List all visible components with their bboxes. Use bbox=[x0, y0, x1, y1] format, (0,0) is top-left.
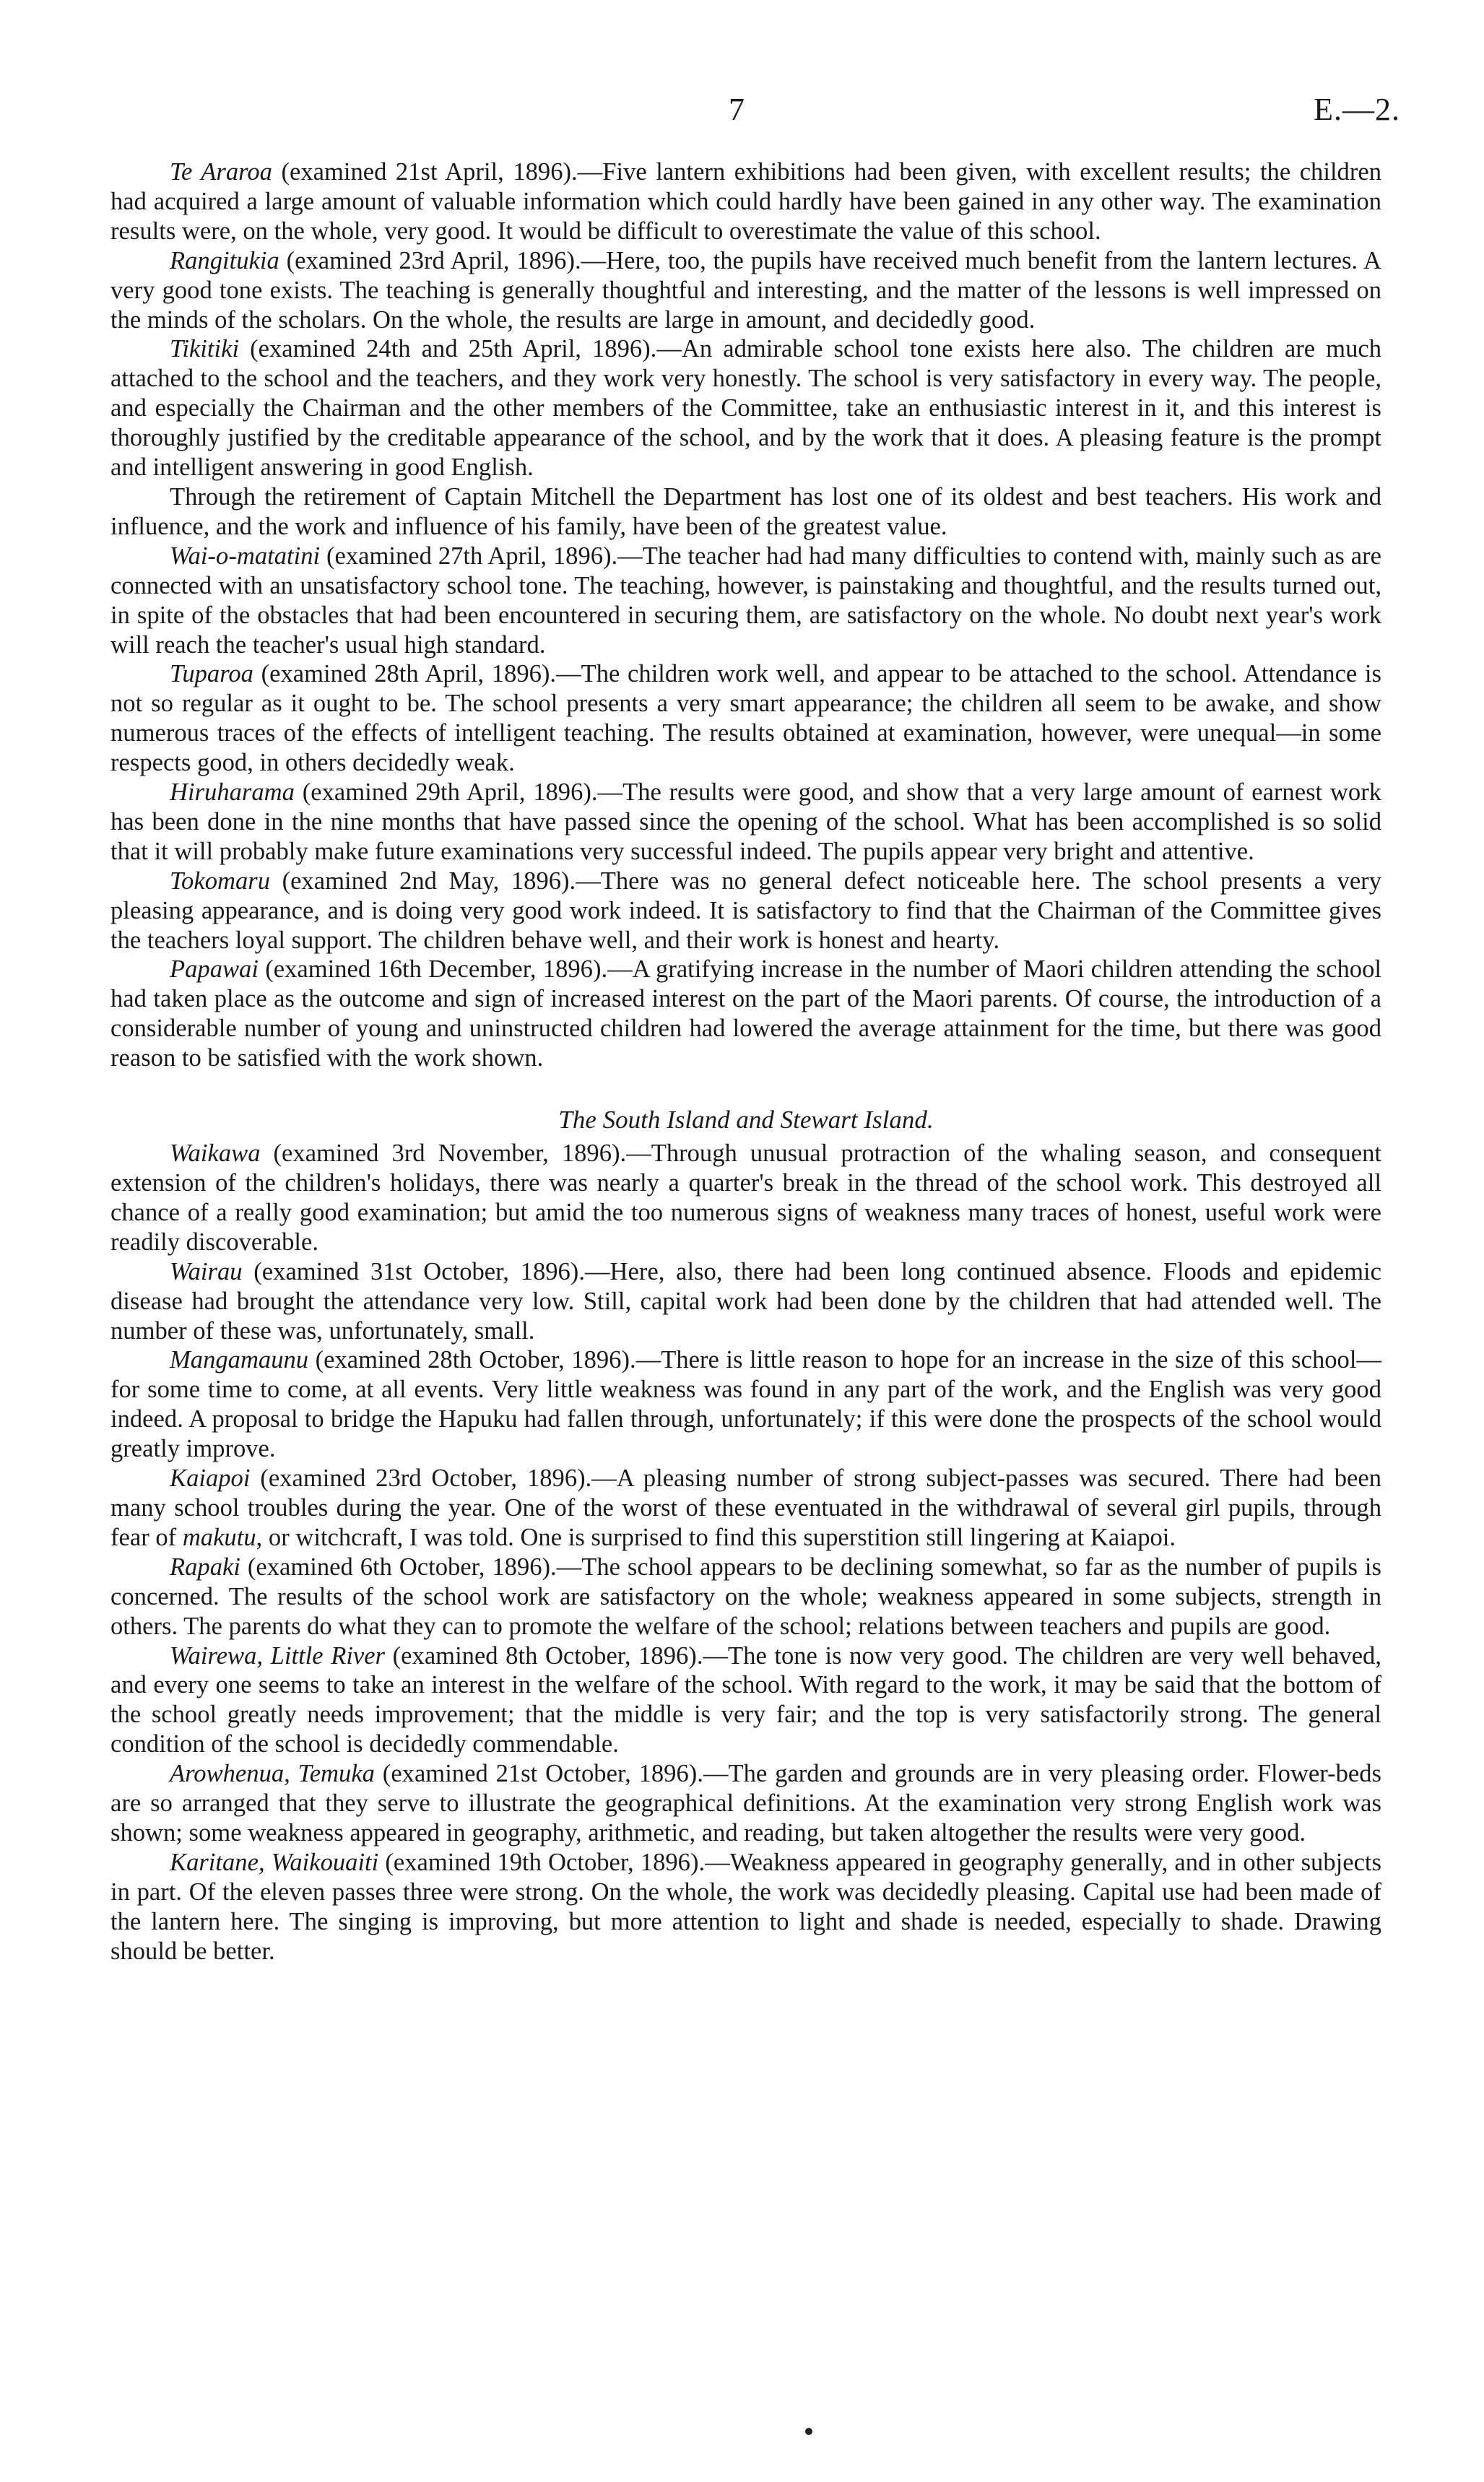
report-text: (examined 6th October, 1896).—The school appears to be declining somewhat, so far as the number of pupils is concerned. The results of the school work are satisfactory on the whole; weakness appeared in some subjects, strength in others. The parents do what they can to promote the welfare of the school; relations between teachers and pupils are good. bbox=[110, 1553, 1381, 1640]
report-paragraph bbox=[110, 246, 1381, 335]
school-name: Waikawa bbox=[170, 1140, 261, 1168]
report-paragraph bbox=[110, 1641, 1381, 1760]
report-paragraph bbox=[110, 542, 1381, 660]
report-text: (examined 31st October, 1896).—Here, also, there had been long continued absence. Floods and epidemic disease had brought the attendance very low. Still, capital work had been done by the children that had attended well. The number of these was, unfortunately, small. bbox=[110, 1257, 1381, 1345]
report-text: (examined 21st October, 1896).—The garden and grounds are in very pleasing order. Flower-beds are so arranged that they serve to illustrate the geographical definitions. At the examination very strong English work was shown; some weakness appeared in geography, arithmetic, and reading, but taken altogether the results were very good. bbox=[110, 1760, 1381, 1847]
report-text: (examined 8th October, 1896).—The tone is now very good. The children are very well behaved, and every one seems to take an interest in the welfare of the school. With regard to the work, it may be said that the bottom of the school greatly needs improvement; that the middle is very fair; and the top is very satisfactorily strong. The general condition of the school is decidedly commendable. bbox=[110, 1641, 1381, 1758]
italic-term: makutu bbox=[182, 1523, 256, 1551]
report-paragraph bbox=[110, 867, 1381, 955]
report-text: (examined 2nd May, 1896).—There was no general defect noticeable here. The school presents a very pleasing appearance, and is doing very good work indeed. It is satisfactory to find that the Chairman of the Committee gives the teachers loyal support. The children behave well, and their work is honest and hearty. bbox=[110, 867, 1381, 954]
school-name: Hiruharama bbox=[170, 778, 295, 807]
report-text: (examined 23rd April, 1896).—Here, too, the pupils have received much benefit from the lantern lectures. A very good tone exists. The teaching is generally thoughtful and interesting, and the matter of the lessons is well impressed on the minds of the scholars. On the whole, the results are large in amount, and decidedly good. bbox=[110, 246, 1381, 334]
school-name: Mangamaunu bbox=[170, 1346, 309, 1374]
report-paragraph bbox=[110, 1257, 1381, 1346]
school-name: Tikitiki bbox=[170, 335, 240, 363]
report-paragraph bbox=[110, 1345, 1381, 1464]
school-name: Wai-o-matatini bbox=[170, 542, 321, 570]
report-paragraph bbox=[110, 482, 1381, 542]
report-paragraph bbox=[110, 334, 1381, 482]
report-paragraph bbox=[110, 659, 1381, 778]
report-paragraph bbox=[110, 157, 1381, 246]
report-text: (examined 28th October, 1896).—There is little reason to hope for an increase in the size of this school—for some time to come, at all events. Very little weakness was found in any part of the work, and the English was very good indeed. A proposal to bridge the Hapuku had fallen through, unfortunately; if this were done the prospects of the school would greatly improve. bbox=[110, 1346, 1381, 1463]
page-number: 7 bbox=[729, 92, 745, 127]
report-paragraph bbox=[110, 955, 1381, 1073]
report-text: (examined 21st April, 1896).—Five lantern exhibitions had been given, with excellent results; the children had acquired a large amount of valuable information which could hardly have been gained in any other way. The examination results were, on the whole, very good. It would be difficult to overestimate the value of this school. bbox=[110, 158, 1381, 245]
report-text: (examined 19th October, 1896).—Weakness appeared in geography generally, and in other subjects in part. Of the eleven passes three were strong. On the whole, the work was decidedly pleasing. Capital use had been made of the lantern here. The singing is improving, but more attention to light and shade is needed, especially to shade. Drawing should be better. bbox=[110, 1848, 1381, 1965]
school-name: Papawai bbox=[170, 955, 259, 984]
school-name: Te Araroa bbox=[170, 158, 272, 186]
school-name: Karitane, Waikouaiti bbox=[170, 1848, 379, 1876]
school-name: Arowhenua, Temuka bbox=[170, 1760, 375, 1788]
school-name: Wairewa, Little River bbox=[170, 1641, 386, 1670]
document-reference: E.—2. bbox=[1314, 92, 1400, 127]
school-name: Wairau bbox=[170, 1257, 243, 1285]
report-text: (examined 24th and 25th April, 1896).—An admirable school tone exists here also. The children are much attached to the school and the teachers, and they work very honestly. The school is very satisfactory in every way. The people, and especially the Chairman and the other members of the Committee, take an enthusiastic interest in it, and this interest is thoroughly justified by the creditable appearance of the school, and by the work that it does. A pleasing feature is the prompt and intelligent answering in good English. bbox=[110, 335, 1381, 482]
footer-dot bbox=[805, 2428, 812, 2435]
report-paragraph bbox=[110, 1553, 1381, 1641]
report-paragraph bbox=[110, 778, 1381, 867]
report-text: Through the retirement of Captain Mitchell the Department has lost one of its oldest and best teachers. His work and influence, and the work and influence of his family, have been of the greatest value. bbox=[110, 482, 1381, 540]
section-heading: The South Island and Stewart Island. bbox=[558, 1106, 934, 1134]
report-text: , or witchcraft, I was told. One is surprised to find this superstition still lingering at Kaiapoi. bbox=[256, 1523, 1176, 1551]
report-text: (examined 27th April, 1896).—The teacher had had many difficulties to contend with, mainly such as are connected with an unsatisfactory school tone. The teaching, however, is painstaking and thoughtful, and the results turned out, in spite of the obstacles that had been encountered in securing them, are satisfactory on the whole. No doubt next year's work will reach the teacher's usual high standard. bbox=[110, 542, 1381, 659]
school-name: Kaiapoi bbox=[170, 1465, 251, 1493]
school-name: Tuparoa bbox=[170, 660, 253, 688]
report-text: (examined 3rd November, 1896).—Through unusual protraction of the whaling season, and consequent extension of the children's holidays, there was nearly a quarter's break in the thread of the school work. This destroyed all chance of a really good examination; but amid the too numerous signs of weakness many traces of honest, useful work were readily discoverable. bbox=[110, 1140, 1381, 1256]
report-paragraph bbox=[110, 1848, 1381, 1966]
report-text: (examined 28th April, 1896).—The children work well, and appear to be attached to the school. Attendance is not so regular as it ought to be. The school presents a very smart appearance; the children all seem to be awake, and show numerous traces of the effects of intelligent teaching. The results obtained at examination, however, were unequal—in some respects good, in others decidedly weak. bbox=[110, 660, 1381, 777]
school-name: Tokomaru bbox=[170, 867, 270, 895]
report-text: (examined 23rd October, 1896).—A pleasing number of strong subject-passes was secured. There had been many school troubles during the year. One of the worst of these eventuated in the withdrawal of several girl pupils, through fear of bbox=[110, 1465, 1381, 1551]
report-paragraph bbox=[110, 1759, 1381, 1848]
school-name: Rapaki bbox=[170, 1553, 240, 1581]
report-paragraph bbox=[110, 1139, 1381, 1257]
school-name: Rangitukia bbox=[170, 246, 279, 274]
report-body bbox=[110, 157, 1381, 1966]
report-paragraph bbox=[110, 1464, 1381, 1553]
report-text: (examined 16th December, 1896).—A gratifying increase in the number of Maori children attending the school had taken place as the outcome and sign of increased interest on the part of the Maori parents. Of course, the introduction of a considerable number of young and uninstructed children had lowered the average attainment for the time, but there was good reason to be satisfied with the work shown. bbox=[110, 955, 1381, 1072]
report-text: (examined 29th April, 1896).—The results were good, and show that a very large amount of earnest work has been done in the nine months that have passed since the opening of the school. What has been accomplished is so solid that it will probably make future examinations very successful indeed. The pupils appear very bright and attentive. bbox=[110, 778, 1381, 865]
